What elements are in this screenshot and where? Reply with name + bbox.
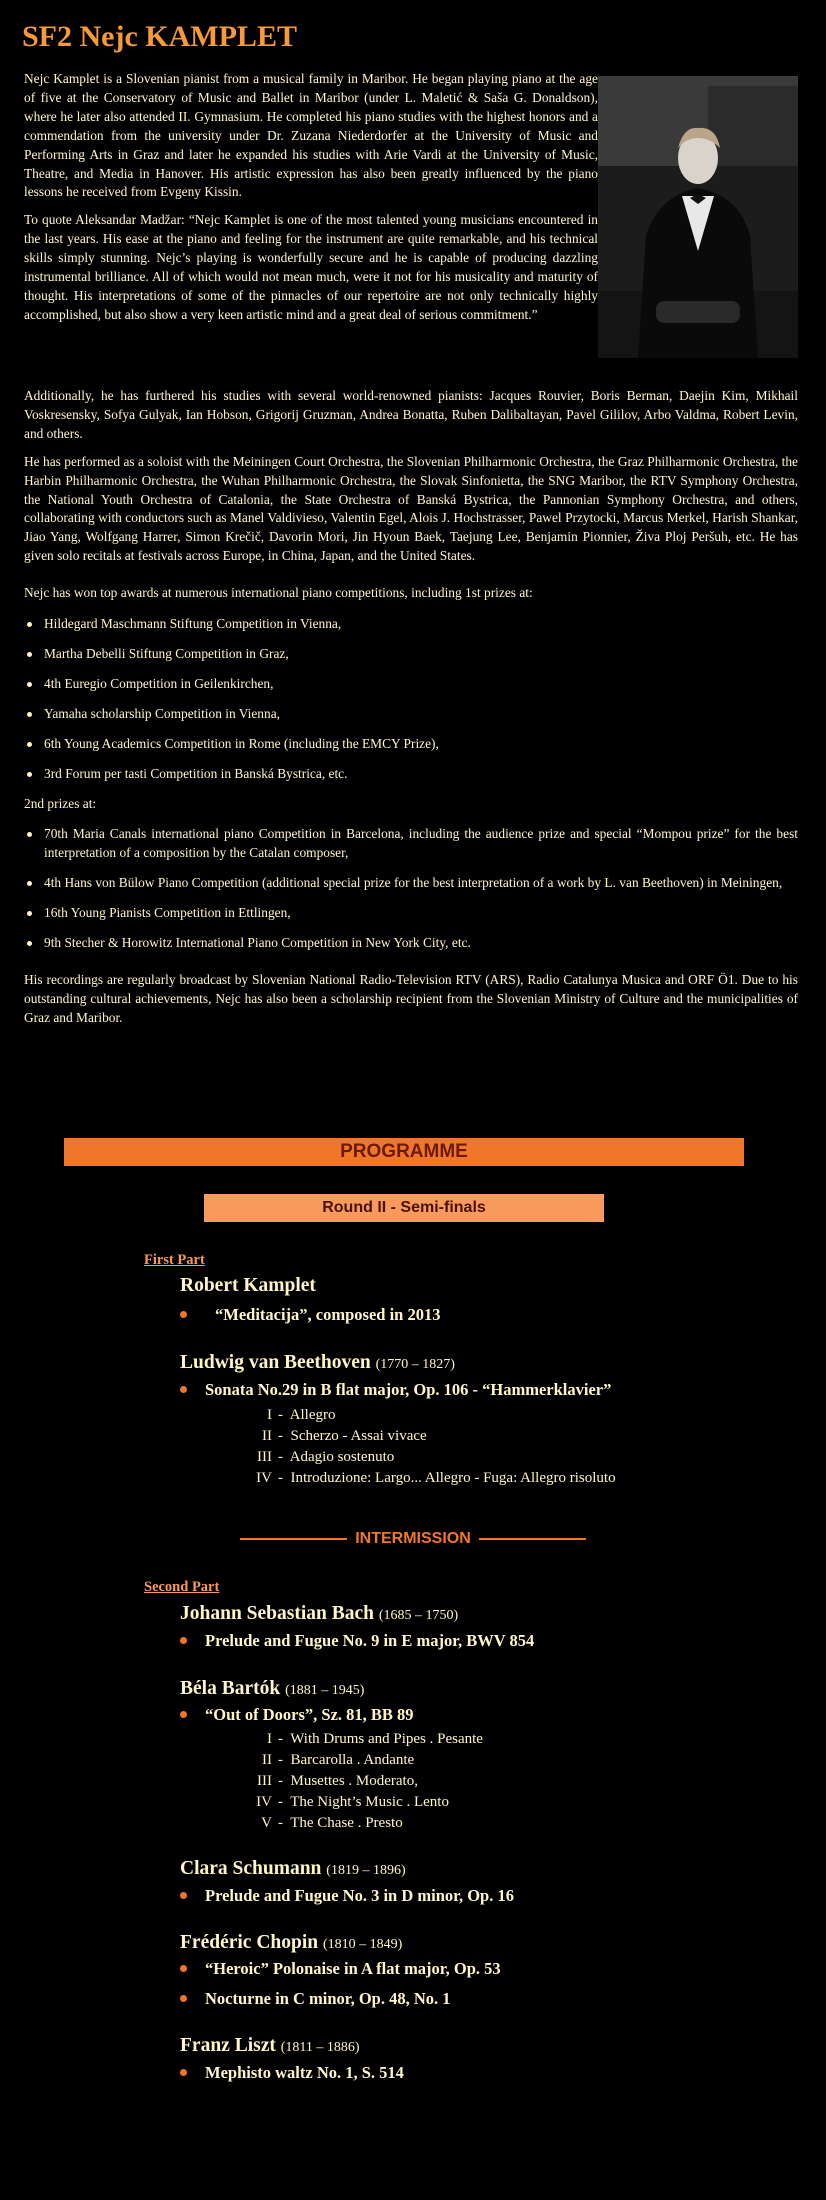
movement-title: The Chase . Presto [290,1815,403,1831]
second-prizes-list [24,825,798,953]
work-chopin-polonaise [180,1959,501,1979]
first-prizes-intro: Nejc has won top awards at numerous international piano competitions, including 1st prizes at: [24,585,533,601]
movement: I - Allegro [230,1405,616,1426]
composer-bartok [180,1678,364,1700]
movement: V - The Chase . Presto [230,1813,483,1834]
movement-title: The Night’s Music . Lento [290,1794,449,1810]
movement-title: Barcarolla . Andante [290,1752,415,1768]
movement-number: V [261,1815,272,1831]
work-title: Sonata No.29 in B flat major, Op. 106 - “Hammerklavier” [205,1380,612,1399]
composer-schumann [180,1858,406,1880]
work-bach [180,1631,534,1651]
divider-line [240,1538,347,1540]
first-part-label: First Part [144,1252,205,1268]
list-item: 6th Young Academics Competition in Rome (including the EMCY Prize), [24,735,798,754]
list-item: Hildegard Maschmann Stiftung Competition in Vienna, [24,615,798,634]
work-title: “Out of Doors”, Sz. 81, BB 89 [205,1705,414,1724]
biography-continued [24,387,798,1037]
bullet-icon [180,1965,187,1972]
movement-number: IV [256,1794,272,1810]
movement: I - With Drums and Pipes . Pesante [230,1729,483,1750]
composer-dates: (1770 – 1827) [375,1357,455,1372]
second-prizes-intro: 2nd prizes at: [24,795,97,811]
movement-number: IV [256,1470,272,1486]
movement: II - Scherzo - Assai vivace [230,1426,616,1447]
list-item: 9th Stecher & Horowitz International Piano Competition in New York City, etc. [24,934,798,953]
work-title: Prelude and Fugue No. 3 in D minor, Op. 16 [205,1886,514,1905]
orchestras-paragraph: He has performed as a soloist with the Meiningen Court Orchestra, the Slovenian Philharmonic Orchestra, the Graz Philharmonic Orchestra, the Harbin Philharmonic Orchestra, the Wuhan Philharmonic Orchestra, the Slovak Sinfonietta, the SNG Maribor, the RTV Symphony Orchestra, the National Youth Orchestra of Catalonia, the State Orchestra of Banská Bystrica, the Pannonian Symphony Orchestra, and others, collaborating with conductors such as Manel Valdivieso, Valentin Egel, Alois J. Hochstrasser, Pawel Przytocki, Marcus Merkel, Harish Shankar, Jiao Yang, Wolfgang Harrer, Simon Krečič, Davorin Mori, Jin Hyoun Baek, Taejung Lee, Benjamin Pionnier, Živa Ploj Peršuh, etc. He has given solo recitals at festivals across Europe, in China, Japan, and the United States. [24,453,798,564]
pianist-photo [598,76,798,358]
list-item: 16th Young Pianists Competition in Ettlingen, [24,904,798,923]
intermission-divider [240,1528,586,1550]
composer-beethoven [180,1352,455,1374]
work-kamplet [180,1305,440,1325]
intermission-label: INTERMISSION [355,1530,471,1547]
work-chopin-nocturne [180,1989,451,2009]
movement-number: I [267,1731,272,1747]
composer-name: Franz Liszt [180,2035,276,2056]
movement-title: Allegro [289,1407,336,1423]
quote-paragraph: To quote Aleksandar Madžar: “Nejc Kamplet is one of the most talented young musicians encountered in the last years. His ease at the piano and feeling for the instrument are quite remarkable, and his technical skills simply stunning. Nejc’s playing is wonderfully secure and he is capable of producing dazzling instrumental brilliance. All of which would not mean much, were it not for his musicality and maturity of thought. His interpretations of some of the pinnacles of our repertoire are not only technically highly accomplished, but also show a very keen artistic mind and a great deal of serious commitment.” [24,212,598,322]
bullet-icon [180,1892,187,1899]
list-item: 70th Maria Canals international piano Competition in Barcelona, including the audience prize and special “Mompou prize” for the best interpretation of a composition by the Catalan composer, [24,825,798,863]
composer-name: Béla Bartók [180,1678,281,1699]
first-prizes-list [24,615,798,783]
movement-title: Scherzo - Assai vivace [290,1428,427,1444]
work-bartok [180,1705,414,1725]
composer-name: Johann Sebastian Bach [180,1603,374,1624]
movement: II - Barcarolla . Andante [230,1750,483,1771]
list-item: Yamaha scholarship Competition in Vienna, [24,705,798,724]
work-schumann [180,1886,514,1906]
work-title: Nocturne in C minor, Op. 48, No. 1 [205,1989,451,2008]
movement: III - Adagio sostenuto [230,1447,616,1468]
round-heading: Round II - Semi-finals [204,1194,604,1222]
bullet-icon [180,2069,187,2076]
composer-liszt [180,2035,360,2057]
movement-number: II [262,1428,272,1444]
biography-intro [24,70,598,334]
movement-number: III [257,1449,272,1465]
page-title: SF2 Nejc KAMPLET [22,20,297,53]
composer-name: Robert Kamplet [180,1275,316,1296]
bullet-icon [180,1311,187,1318]
work-title: Mephisto waltz No. 1, S. 514 [205,2063,404,2082]
teachers-paragraph: Additionally, he has furthered his studies with several world-renowned pianists: Jacques Rouvier, Boris Berman, Daejin Kim, Mikhail Voskresensky, Sofya Gulyak, Ian Hobson, Grigorij Gruzman, Andrea Bonatta, Ruben Dalibaltayan, Pavel Gililov, Arbo Valdma, Robert Levin, and others. [24,388,798,441]
work-liszt [180,2063,404,2083]
movement: III - Musettes . Moderato, [230,1771,483,1792]
composer-name: Frédéric Chopin [180,1932,319,1953]
work-title: “Heroic” Polonaise in A flat major, Op. 53 [205,1959,501,1978]
movement-number: I [267,1407,272,1423]
divider-line [479,1538,586,1540]
recordings-paragraph: His recordings are regularly broadcast by Slovenian National Radio-Television RTV (ARS), Radio Catalunya Musica and ORF Ö1. Due to his outstanding cultural achievements, Nejc has also been a scholarship recipient from the Slovenian Ministry of Culture and the municipalities of Graz and Maribor. [24,971,798,1025]
movement-list [230,1405,616,1489]
composer-name: Ludwig van Beethoven [180,1352,371,1373]
movement-title: Introduzione: Largo... Allegro - Fuga: Allegro risoluto [290,1470,616,1486]
composer-dates: (1881 – 1945) [285,1683,365,1698]
movement: IV - Introduzione: Largo... Allegro - Fuga: Allegro risoluto [230,1468,616,1489]
movement-title: Musettes . Moderato, [290,1773,418,1789]
movement: IV - The Night’s Music . Lento [230,1792,483,1813]
composer-bach [180,1603,458,1625]
bullet-icon [180,1711,187,1718]
composer-kamplet [180,1275,316,1297]
list-item: 4th Hans von Bülow Piano Competition (additional special prize for the best interpretation of a work by L. van Beethoven) in Meiningen, [24,874,798,893]
work-title: Prelude and Fugue No. 9 in E major, BWV 854 [205,1631,535,1650]
bullet-icon [180,1386,187,1393]
movement-title: With Drums and Pipes . Pesante [290,1731,483,1747]
programme-heading: PROGRAMME [64,1138,744,1166]
composer-name: Clara Schumann [180,1858,322,1879]
composer-chopin [180,1932,402,1954]
list-item: 4th Euregio Competition in Geilenkirchen, [24,675,798,694]
second-part-label: Second Part [144,1579,220,1595]
bullet-icon [180,1637,187,1644]
work-beethoven [180,1380,611,1400]
movement-list [230,1729,483,1834]
movement-number: II [262,1752,272,1768]
movement-number: III [257,1773,272,1789]
composer-dates: (1819 – 1896) [326,1863,406,1878]
composer-dates: (1810 – 1849) [322,1937,403,1952]
composer-dates: (1811 – 1886) [280,2040,360,2055]
bullet-icon [180,1995,187,2002]
composer-dates: (1685 – 1750) [378,1608,459,1623]
list-item: Martha Debelli Stiftung Competition in Graz, [24,645,798,664]
list-item: 3rd Forum per tasti Competition in Banská Bystrica, etc. [24,765,798,784]
work-title: “Meditacija”, composed in 2013 [215,1305,441,1324]
movement-title: Adagio sostenuto [289,1449,395,1465]
biography-paragraph: Nejc Kamplet is a Slovenian pianist from a musical family in Maribor. He began playing piano at the age of five at the Conservatory of Music and Ballet in Maribor (under L. Maletić & Saša G. Donaldson), where he later also attended II. Gymnasium. He completed his piano studies with the highest honors and a commendation from the university under Dr. Zuzana Niederdorfer at the University of Music and Performing Arts in Graz and later he expanded his studies with Arie Vardi at the University of Music, Theatre, and Media in Hanover. His artistic expression has also been greatly influenced by the piano lessons he received from Evgeny Kissin. [24,71,598,200]
